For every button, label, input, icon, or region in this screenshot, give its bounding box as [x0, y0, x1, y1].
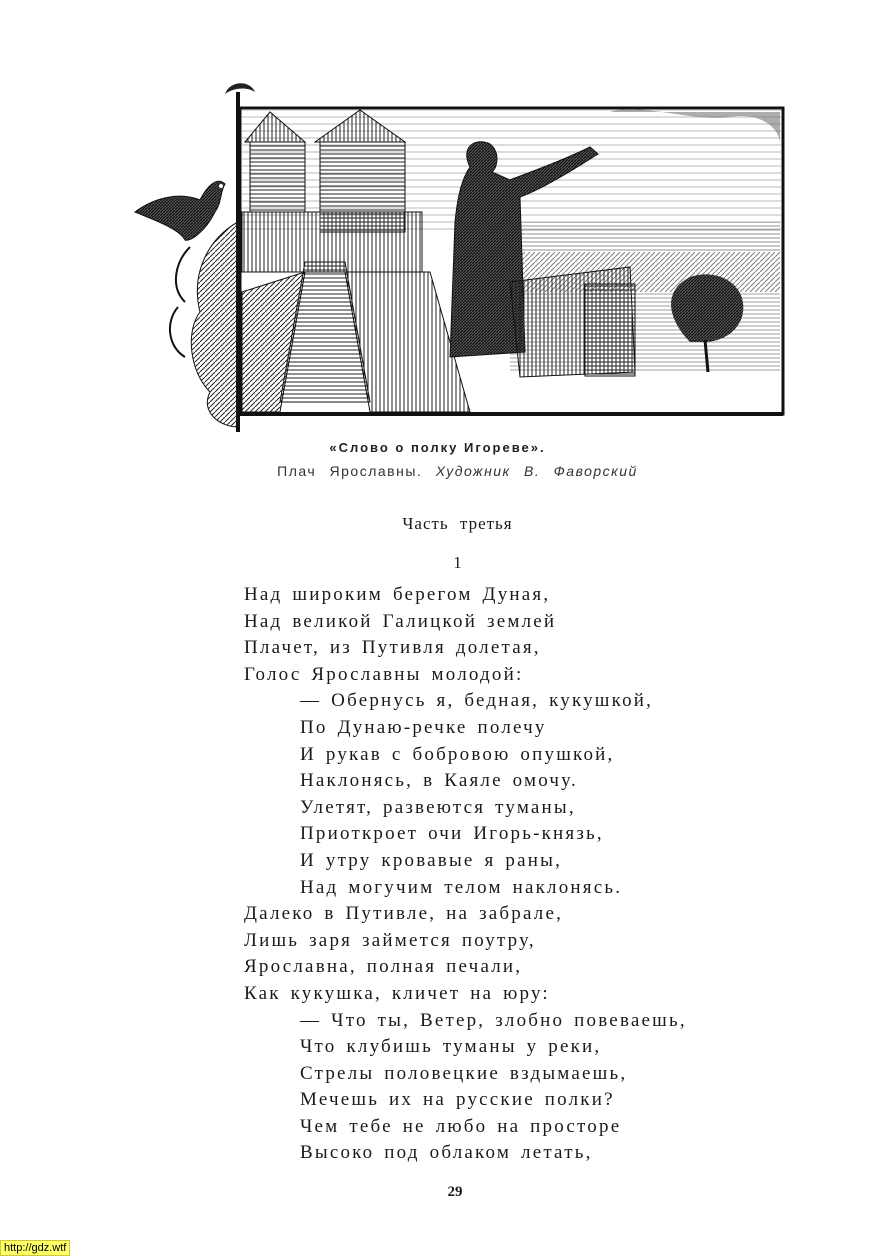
chapter-number: 1: [453, 553, 462, 572]
caption-subject: Плач Ярославны.: [277, 463, 423, 479]
poem-line: Высоко под облаком летать,: [300, 1142, 593, 1164]
poem-line: Ярославна, полная печали,: [244, 956, 523, 978]
source-watermark-link[interactable]: http://gdz.wtf: [0, 1240, 70, 1256]
poem-line: По Дунаю-речке полечу: [300, 716, 547, 738]
poem-text: [244, 582, 804, 1167]
poem-line: Наклонясь, в Каяле омочу.: [300, 770, 578, 792]
poem-line: Голос Ярославны молодой:: [244, 663, 524, 685]
poem-line: Над могучим телом наклонясь.: [300, 876, 623, 898]
poem-line: — Обернусь я, бедная, кукушкой,: [300, 690, 654, 712]
poem-line: И рукав с бобровою опушкой,: [300, 743, 615, 765]
page-number: 29: [447, 1184, 463, 1200]
illustration-caption-title: «Слово о полку Игореве».: [329, 440, 546, 455]
engraving-illustration: [130, 72, 790, 434]
poem-line: Над широким берегом Дуная,: [244, 584, 551, 605]
part-title: Часть третья: [402, 514, 513, 533]
poem-line: Плачет, из Путивля долетая,: [244, 637, 541, 659]
poem-line: Что клубишь туманы у реки,: [300, 1036, 602, 1058]
poem-line: Над великой Галицкой землей: [244, 610, 557, 632]
poem-line: Мечешь их на русские полки?: [300, 1089, 615, 1111]
illustration-caption: [0, 463, 875, 479]
poem-line: Чем тебе не любо на просторе: [300, 1115, 622, 1137]
poem-line: Улетят, развеются туманы,: [300, 796, 576, 818]
poem-line: — Что ты, Ветер, злобно повеваешь,: [300, 1009, 687, 1031]
poem-line: Далеко в Путивле, на забрале,: [244, 903, 564, 925]
poem-line: Как кукушка, кличет на юру:: [244, 982, 550, 1004]
caption-artist: Художник В. Фаворский: [435, 463, 638, 479]
poem-line: Приоткроет очи Игорь-князь,: [300, 823, 604, 845]
poem-line: И утру кровавые я раны,: [300, 849, 563, 871]
poem-line: Стрелы половецкие вздымаешь,: [300, 1062, 628, 1084]
poem-line: Лишь заря займется поутру,: [244, 929, 536, 951]
